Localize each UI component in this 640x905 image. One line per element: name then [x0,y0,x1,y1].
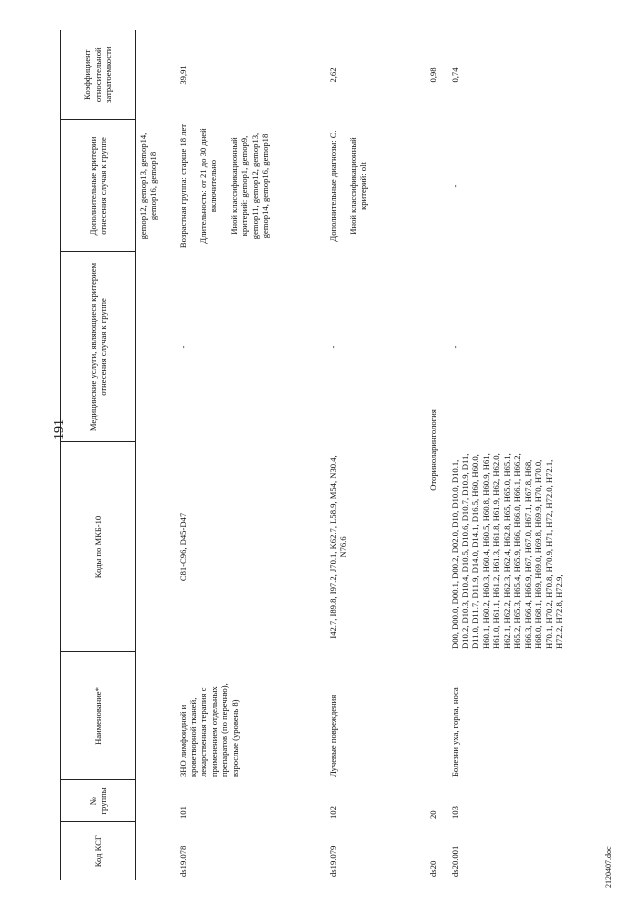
row-number: 102 [327,806,338,819]
table-row-continuation [136,30,176,880]
header-code: Код КСГ [61,822,136,880]
table-row [326,30,426,880]
footer-doc-code: 2120407.doc [604,846,613,888]
row-code: ds20.001 [449,845,460,877]
row-icd: C81-C96, D45-D47 [177,512,188,582]
header-coefficient: Коэффициент относительной затратоемкости [61,30,136,120]
section-row [426,30,448,880]
additional-duration: Длительность: от 21 до 30 дней включительно [197,128,219,244]
row-services: - [177,345,188,349]
row-icd: D00, D00.0, D00.1, D00.2, D02.0, D10, D10.0, D10.1, D10.2, D10.3, D10.4, D10.5, D10.6, D10.7, D10.9, D11, D11.0, D11.7, D11.9, D14.0, D14.1, D16.5, H60, H60.0, H60.1, H60.2, H60.3, H60.4, H60.5, H60.8, H60.9, H61, H61.0, H61.1, H61.2, H61.3, H61.8, H61.9, H62, H62.0, H62.1, H62.2, H62.3, H62.4, H62.8, H65, H65.0, H65.1, H65.2, H65.3, H65.4, H65.9, H66, H66.0, H66.1, H66.2, H66.3, H66.4, H66.9, H67, H67.0, H67.1, H67.8, H68, H68.0, H68.1, H69, H69.0, H69.8, H69.9, H70, H70.0, H70.1, H70.2, H70.8, H70.9, H71, H72, H72.0, H72.1, H72.2, H72.8, H72.9, [449,453,565,649]
row-services: - [449,345,460,349]
section-code: ds20 [427,860,438,877]
table-row [448,30,567,880]
row-coefficient: 0,74 [449,67,460,83]
additional-age: Возрастная группа: старше 18 лет [177,123,188,249]
row-number: 101 [177,806,188,819]
section-coefficient: 0,98 [427,67,438,83]
row-number: 103 [449,806,460,819]
header-group-number: № группы [61,780,136,822]
continuation-additional: gemop12, gemop13, gemop14, gemop16, gemop18 [138,132,159,240]
row-additional [176,120,326,252]
row-name: ЗНО лимфоидной и кроветворной тканей, лекарственная терапия с применением отдельных препаратов (по перечню), взрослые (уровень 8) [177,683,240,777]
table-row [176,30,326,880]
header-icd-codes: Коды по МКБ-10 [61,442,136,652]
row-additional [326,120,426,252]
row-name: Лучевые повреждения [327,694,338,777]
row-code: ds19.079 [327,845,338,877]
header-additional-criteria: Дополнительные критерии отнесения случая к группе [61,120,136,252]
row-name: Болезни уха, горла, носа [449,687,460,777]
header-name: Наименование* [61,652,136,780]
additional-other: Иной классификационный критерий: olt [347,137,369,235]
row-services: - [327,345,338,349]
row-coefficient: 39,91 [177,65,188,85]
header-services: Медицинские услуги, являющиеся критерием отнесения случая к группе [61,252,136,442]
row-additional: - [449,184,460,188]
ksg-table [60,30,567,880]
row-coefficient: 2,62 [327,67,338,83]
table-header-row [61,30,136,880]
section-title: Оториноларингология [427,409,438,491]
section-number: 20 [427,810,438,819]
row-icd: I42.7, I89.8, I97.2, J70.1, K62.7, L58.9, M54, N30.4, N76.6 [327,455,348,639]
additional-other: Иной классификационный критерий: gemop1, gemop9, gemop11, gemop12, gemop13, gemop14, gemop16, gemop18 [228,132,271,240]
additional-diagnoses: Дополнительные диагнозы: C. [327,130,338,242]
page-number: 191 [52,419,67,440]
row-code: ds19.078 [177,845,188,877]
rotated-table-container [60,30,620,880]
